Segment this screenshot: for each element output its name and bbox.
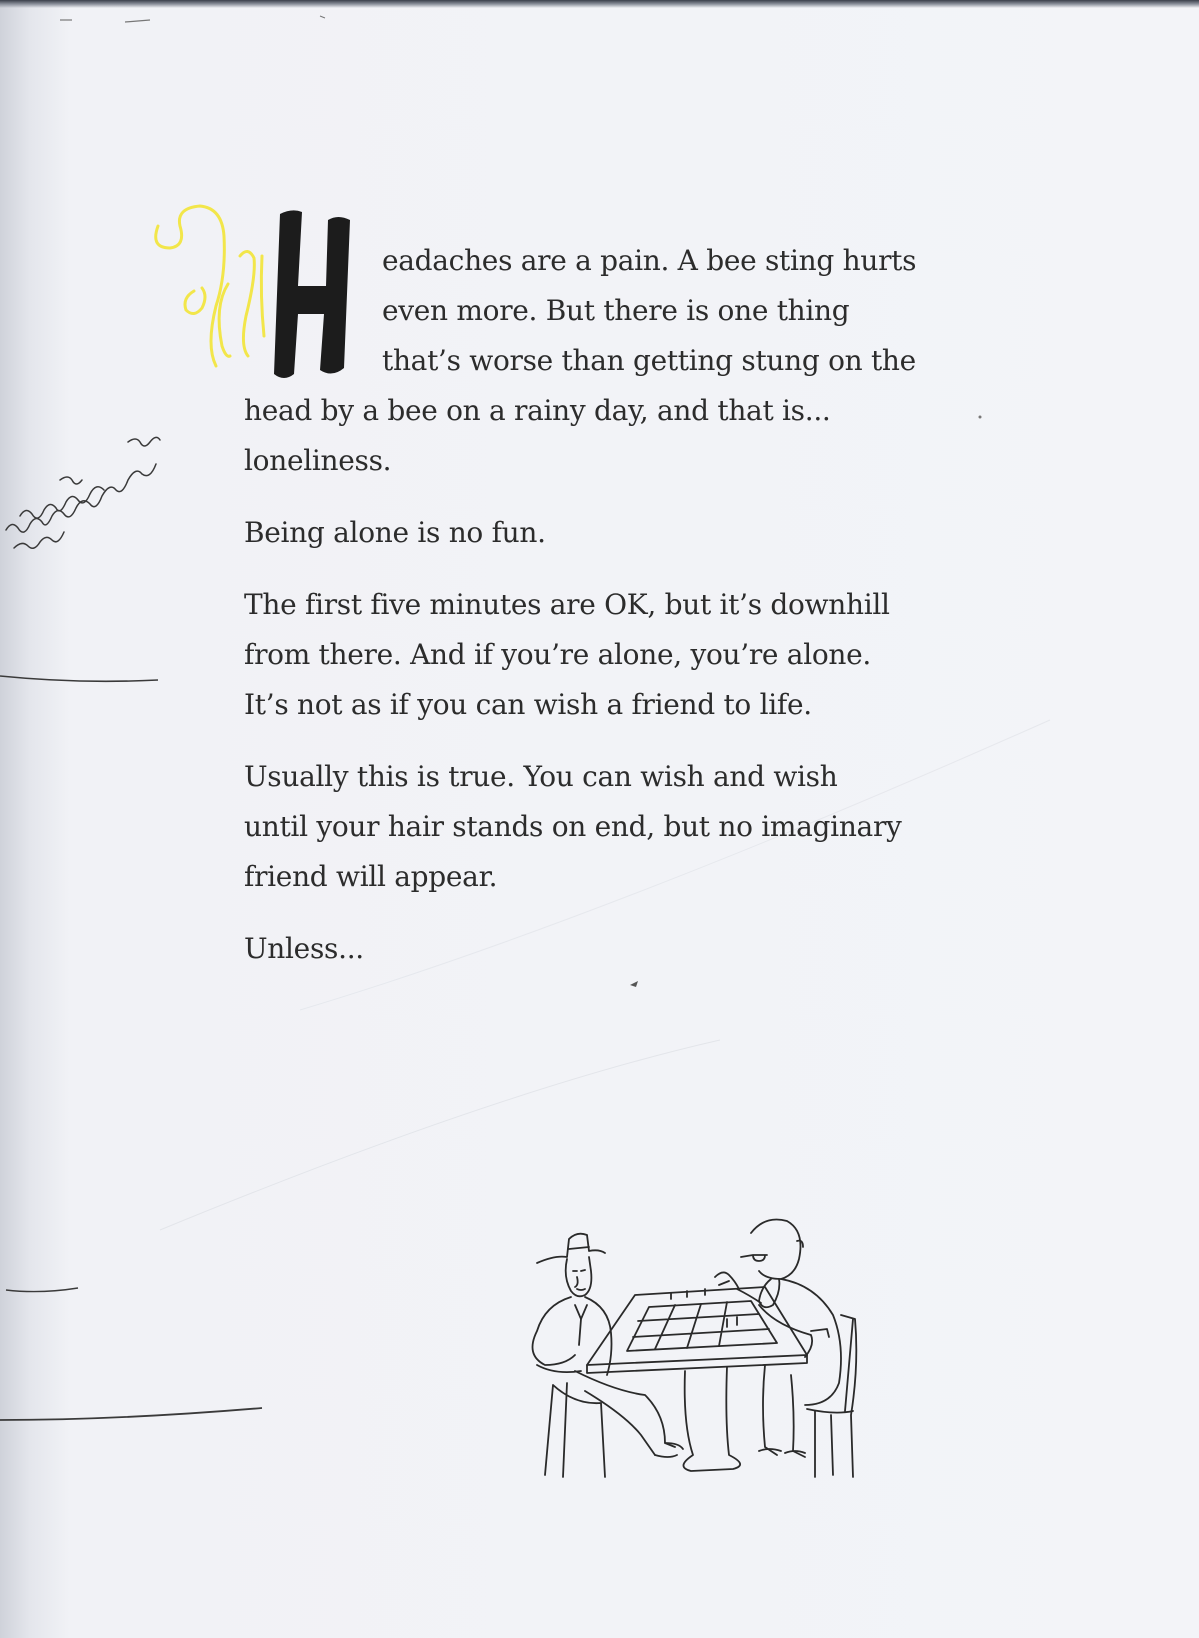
paragraph-2	[244, 508, 924, 558]
text-line: head by a bee on a rainy day, and that is...	[244, 394, 831, 427]
text-line: eadaches are a pain. A bee sting hurts	[382, 244, 917, 277]
body-text	[244, 236, 924, 974]
text-line: Usually this is true. You can wish and wish	[244, 760, 838, 793]
text-line: friend will appear.	[244, 860, 498, 893]
text-line: loneliness.	[244, 444, 392, 477]
text-line: until your hair stands on end, but no imaginary	[244, 810, 902, 843]
text-line: from there. And if you’re alone, you’re alone.	[244, 638, 872, 671]
paragraph-3	[244, 580, 924, 730]
text-line: Being alone is no fun.	[244, 516, 546, 549]
text-line: even more. But there is one thing	[382, 294, 850, 327]
paragraph-1	[244, 236, 924, 486]
text-line: that’s worse than getting stung on the	[382, 344, 916, 377]
paragraph-4	[244, 752, 924, 902]
chess-players-illustration	[515, 1215, 905, 1515]
paragraph-5	[244, 924, 924, 974]
handwritten-margin-scribble	[0, 380, 190, 580]
text-line: It’s not as if you can wish a friend to life.	[244, 688, 812, 721]
page-top-edge	[0, 0, 1199, 8]
text-line: Unless...	[244, 932, 364, 965]
text-line: The first five minutes are OK, but it’s downhill	[244, 588, 890, 621]
